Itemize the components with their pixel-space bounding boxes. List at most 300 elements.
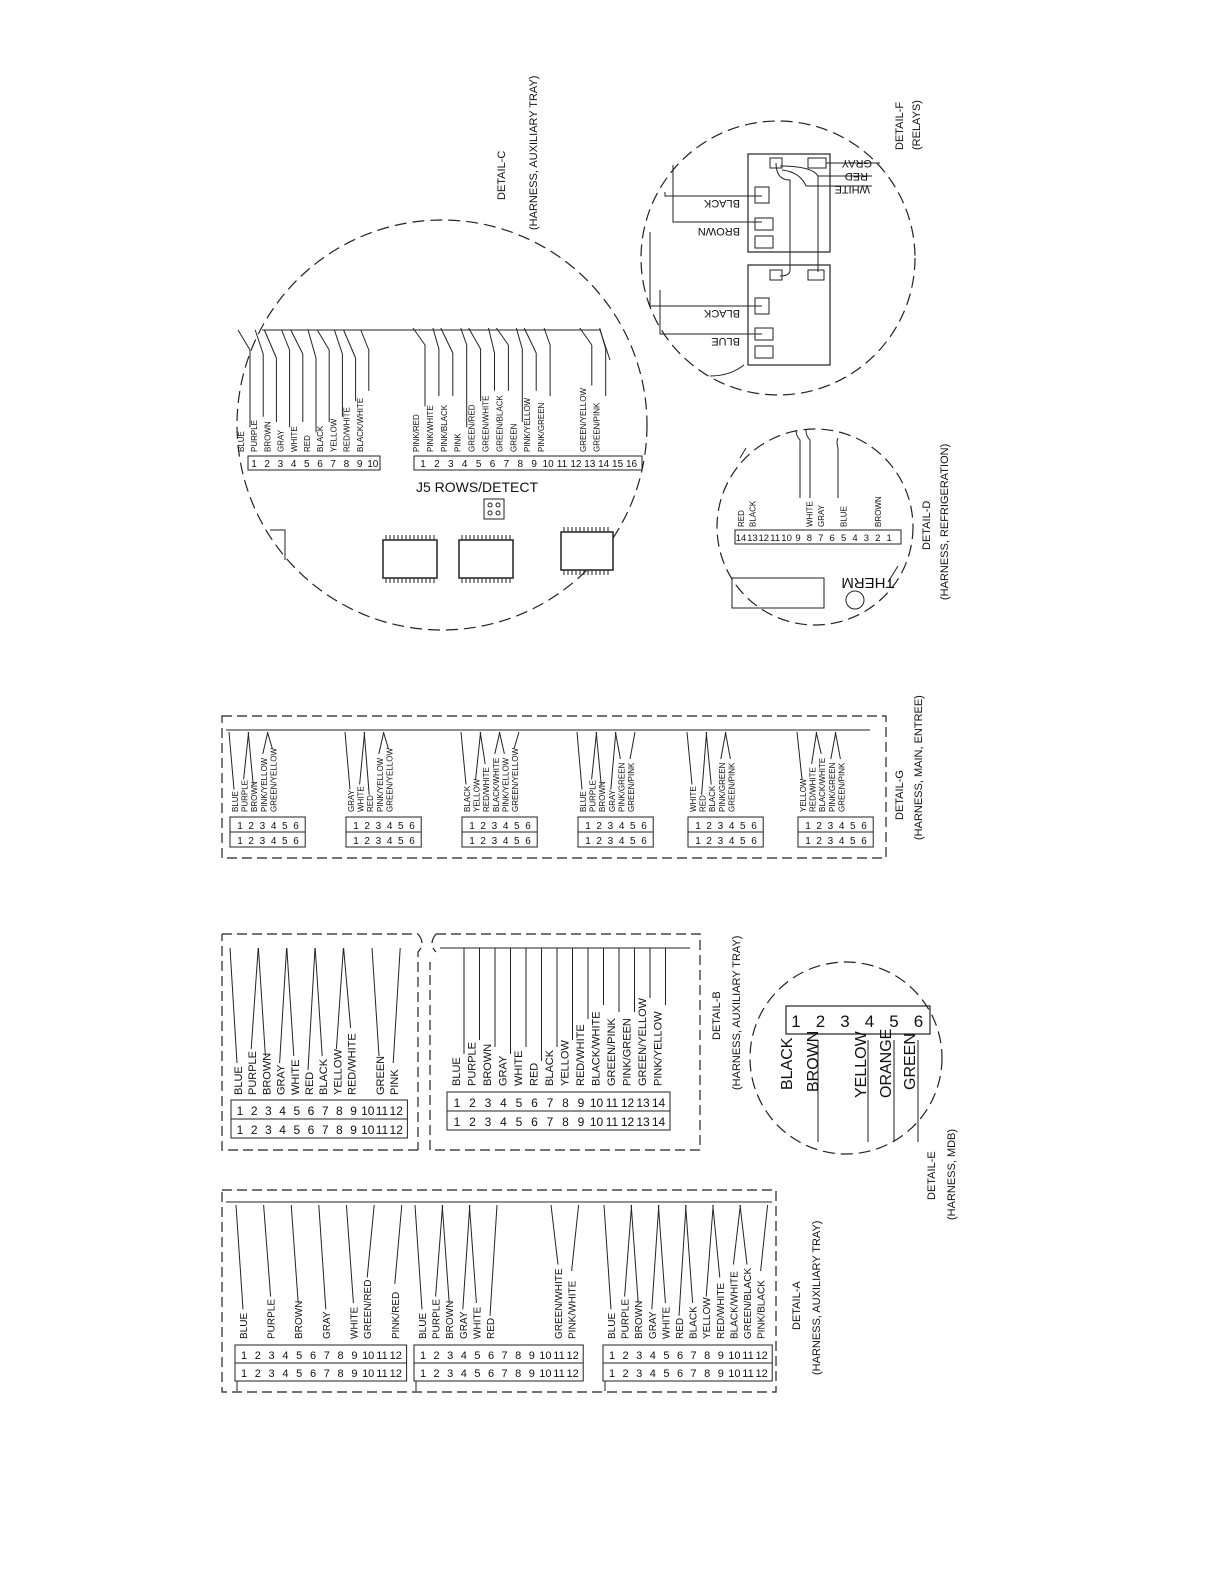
pin-number: 3 — [448, 459, 454, 470]
pin-number: 7 — [501, 1350, 508, 1362]
ic-chip-2 — [459, 535, 513, 583]
pin-number: 1 — [237, 821, 243, 832]
wire — [413, 328, 425, 345]
pin-number: 6 — [861, 821, 867, 832]
wire-label: GREEN/PINK — [606, 1018, 618, 1086]
detail-b-subtitle: (HARNESS, AUXILIARY TRAY) — [731, 935, 743, 1090]
pin-number: 12 — [389, 1368, 402, 1380]
pin-number: 7 — [501, 1368, 508, 1380]
pin-number: 2 — [469, 1115, 476, 1129]
wire-label: BLUE — [231, 791, 240, 812]
pin-number: 2 — [480, 821, 486, 832]
pin-number: 11 — [605, 1115, 619, 1129]
wire-label: BLACK — [544, 1049, 556, 1086]
pin-number: 14 — [598, 459, 610, 470]
pin-number: 3 — [268, 1350, 275, 1362]
wire — [463, 1205, 470, 1309]
pin-number: 9 — [577, 1096, 585, 1110]
pin-number: 13 — [747, 533, 758, 544]
wire — [308, 330, 316, 358]
pin-number: 1 — [353, 821, 359, 832]
pin-number: 1 — [453, 1096, 461, 1110]
wire-label: GRAY — [275, 1064, 288, 1095]
pin-number: 9 — [350, 1123, 357, 1137]
wire-label: GREEN/WHITE — [554, 1268, 565, 1339]
pin-number: 2 — [596, 836, 602, 847]
wire — [251, 948, 258, 1049]
pin-number: 14 — [651, 1096, 666, 1110]
pin-number: 10 — [542, 459, 554, 470]
detail-b-title: DETAIL-B — [711, 991, 723, 1040]
pin-number: 11 — [742, 1350, 754, 1362]
pin-number: 6 — [676, 1350, 684, 1362]
pin-number: 5 — [850, 821, 856, 832]
pin-number: 6 — [293, 836, 299, 847]
wire-label: PURPLE — [250, 419, 260, 452]
detail-g-connector-1 — [229, 732, 305, 847]
pin-number: 3 — [447, 1368, 454, 1380]
pin-number: 5 — [474, 1350, 481, 1362]
pin-number: 4 — [282, 1368, 289, 1380]
wire-label: BLACK/WHITE — [729, 1271, 741, 1339]
detail-g-subtitle: (HARNESS, MAIN, ENTREE) — [913, 695, 925, 840]
detail-a-connector-3 — [603, 1205, 772, 1391]
wire-label: BROWN — [261, 1052, 274, 1095]
wire-label: GREEN/YELLOW — [385, 747, 395, 812]
wire-label: BROWN — [873, 496, 883, 527]
pin-number: 9 — [795, 533, 801, 544]
wire — [229, 732, 234, 790]
pin-number: 13 — [636, 1115, 650, 1129]
pin-number: 1 — [420, 459, 426, 470]
wire — [706, 1205, 713, 1297]
wire-label: PINK/YELLOW — [259, 757, 269, 812]
wire-label: RED — [528, 1062, 541, 1086]
pin-number: 8 — [806, 533, 813, 544]
pin-number: 2 — [248, 836, 254, 847]
pin-number: 2 — [364, 821, 370, 832]
wire-label: RED — [737, 510, 746, 527]
pin-number: 12 — [566, 1350, 579, 1362]
wire-label: GRAY — [816, 504, 826, 527]
pin-number: 5 — [663, 1350, 670, 1362]
pin-number: 1 — [251, 459, 257, 470]
wire-label: BLUE — [607, 1312, 618, 1339]
pin-number: 11 — [375, 1123, 389, 1137]
wire-label: BLUE — [239, 1312, 250, 1339]
wire-label: BLACK — [703, 197, 740, 209]
wire — [360, 732, 365, 785]
pin-number: 6 — [487, 1350, 495, 1362]
pin-number: 5 — [293, 1104, 301, 1118]
detail-e-title: DETAIL-E — [926, 1151, 938, 1200]
pin-number: 9 — [717, 1350, 724, 1362]
pin-number: 16 — [625, 459, 638, 470]
wire-label: WHITE — [289, 426, 299, 452]
wire — [319, 1205, 326, 1309]
wire — [282, 330, 290, 350]
pin-number: 2 — [254, 1368, 261, 1380]
pin-number: 2 — [254, 1350, 261, 1362]
detail-c-title: DETAIL-C — [496, 150, 508, 200]
pin-number: 3 — [484, 1096, 492, 1110]
detail-a-subtitle: (HARNESS, AUXILIARY TRAY) — [811, 1220, 823, 1375]
pin-number: 3 — [636, 1350, 643, 1362]
pin-number: 9 — [351, 1368, 358, 1380]
wire-label: GREEN — [375, 1055, 387, 1095]
wire — [831, 732, 836, 759]
wire-label: WHITE — [289, 1059, 302, 1095]
pin-number: 1 — [469, 821, 475, 832]
pin-number: 1 — [237, 836, 243, 847]
wire-label: PINK/BLACK — [756, 1280, 768, 1339]
pin-number: 4 — [386, 821, 393, 832]
wire-label: GRAY — [458, 1311, 470, 1339]
wire-label: GREEN — [509, 423, 519, 452]
pin-number: 4 — [838, 836, 845, 847]
wire-label: PURPLE — [240, 779, 250, 812]
wire — [551, 1205, 558, 1265]
wire-label: YELLOW — [853, 1031, 870, 1098]
wire — [291, 1205, 298, 1303]
pin-number: 3 — [259, 836, 266, 847]
detail-d-pins — [736, 496, 892, 544]
wire — [604, 1205, 611, 1309]
pin-number: 4 — [618, 836, 625, 847]
wire-label: BLACK/WHITE — [818, 757, 828, 812]
wire-label: YELLOW — [332, 1049, 345, 1095]
pin-number: 10 — [781, 533, 792, 544]
detail-d-title: DETAIL-D — [921, 500, 933, 550]
pin-number: 5 — [630, 836, 636, 847]
wire — [476, 732, 481, 779]
wire-label: GREEN/YELLOW — [578, 387, 588, 452]
wire — [516, 328, 522, 349]
pin-number: 1 — [608, 1350, 616, 1362]
pin-number: 2 — [816, 821, 822, 832]
wire-label: YELLOW — [799, 778, 808, 812]
pin-number: 10 — [361, 1123, 375, 1137]
wire-label: BLUE — [451, 1057, 463, 1086]
pin-number: 6 — [317, 459, 323, 470]
pin-number: 6 — [751, 821, 757, 832]
generated-connectors — [229, 157, 923, 1391]
wire-label: GREEN/PINK — [627, 762, 636, 812]
wire-label: BLACK — [316, 425, 326, 452]
pin-number: 6 — [751, 836, 757, 847]
wire — [441, 328, 453, 353]
wire — [812, 732, 817, 764]
pin-number: 13 — [584, 459, 596, 470]
pin-number: 5 — [740, 821, 746, 832]
pin-number: 5 — [304, 459, 310, 470]
detail-g-connector-5 — [687, 732, 763, 847]
wire-label: BROWN — [598, 781, 608, 812]
detail-g-title: DETAIL-G — [894, 770, 906, 820]
wire-label: GRAY — [647, 1311, 659, 1339]
wire — [336, 948, 343, 1049]
pin-number: 4 — [270, 836, 277, 847]
pin-number: 10 — [362, 1350, 375, 1362]
pin-number: 12 — [620, 1096, 635, 1110]
wire — [658, 1205, 665, 1303]
pin-number: 4 — [279, 1123, 286, 1137]
pin-number: 6 — [409, 821, 415, 832]
wire — [592, 732, 597, 779]
detail-g-connector-3 — [461, 732, 537, 847]
wire-label: BLUE — [237, 431, 246, 452]
wire — [835, 732, 840, 759]
wire — [630, 732, 635, 759]
detail-b-connector-1 — [230, 948, 407, 1138]
wire-label: BLACK — [463, 785, 472, 812]
pin-number: 4 — [500, 1115, 507, 1129]
wire — [436, 1205, 443, 1297]
pin-number: 7 — [690, 1368, 697, 1380]
pin-number: 3 — [717, 836, 724, 847]
wire-label: GREEN/BLACK — [495, 395, 505, 452]
detail-e-connector — [786, 1006, 930, 1034]
wire-label: BROWN — [294, 1300, 306, 1339]
pin-number: 7 — [330, 459, 336, 470]
pin-number: 9 — [528, 1368, 535, 1380]
detail-a-title: DETAIL-A — [791, 1281, 803, 1330]
wire — [415, 1205, 422, 1309]
wire-label: BLACK/WHITE — [355, 397, 365, 452]
wire — [287, 948, 294, 1056]
pin-number: 7 — [546, 1115, 554, 1129]
wire-label: YELLOW — [329, 418, 339, 452]
pin-number: 12 — [566, 1368, 579, 1380]
wire-label: RED/WHITE — [342, 407, 352, 452]
pin-number: 4 — [386, 836, 393, 847]
detail-e-subtitle: (HARNESS, MDB) — [946, 1128, 958, 1220]
wire — [761, 1205, 768, 1271]
pin-number: 2 — [250, 1104, 258, 1118]
pin-number: 8 — [343, 459, 350, 470]
pin-number: 12 — [755, 1350, 768, 1362]
pin-number: 4 — [728, 836, 735, 847]
wire-label: BROWN — [250, 781, 260, 812]
wire-label: RED — [303, 435, 312, 452]
wire-label: PURPLE — [431, 1298, 443, 1339]
wire-label: PINK/YELLOW — [523, 397, 533, 452]
wire-label: PINK/BLACK — [439, 404, 449, 452]
pin-number: 2 — [596, 821, 602, 832]
wire — [367, 1205, 374, 1277]
pin-number: 7 — [321, 1123, 329, 1137]
wire-label: BROWN — [445, 1300, 457, 1339]
pin-number: 3 — [607, 821, 614, 832]
wire-label: BLACK — [318, 1058, 331, 1095]
wire — [679, 1205, 686, 1316]
pin-number: 5 — [293, 1123, 301, 1137]
pin-number: 5 — [282, 821, 288, 832]
detail-g-connector-2 — [345, 732, 421, 847]
detail-c — [237, 76, 647, 630]
pin-number: 3 — [265, 1104, 272, 1118]
pin-number: 4 — [460, 1368, 467, 1380]
wire-label: ORANGE — [878, 1028, 895, 1098]
pin-number: 7 — [323, 1350, 330, 1362]
pin-number: 5 — [889, 1012, 899, 1031]
pin-number: 8 — [336, 1104, 343, 1118]
pin-number: 10 — [589, 1115, 604, 1129]
pin-number: 4 — [290, 459, 297, 470]
wire — [596, 732, 601, 785]
pin-number: 10 — [728, 1368, 741, 1380]
wire-label: PINK/GREEN — [717, 762, 727, 812]
pin-number: 3 — [265, 1123, 272, 1137]
wire — [469, 328, 481, 349]
pin-number: 1 — [419, 1350, 427, 1362]
wire — [495, 732, 500, 754]
wire — [395, 1205, 402, 1284]
detail-e-pins — [779, 1012, 923, 1098]
wire — [816, 732, 821, 754]
pin-number: 11 — [376, 1368, 388, 1380]
wire — [514, 732, 519, 749]
wire-label: RED/WHITE — [346, 1033, 359, 1095]
wire — [361, 330, 369, 350]
pin-number: 1 — [585, 836, 591, 847]
wire — [230, 948, 237, 1063]
pin-number: 6 — [307, 1123, 315, 1137]
wire — [280, 948, 287, 1063]
pin-number: 6 — [861, 836, 867, 847]
pin-number: 1 — [236, 1123, 244, 1137]
wire-label: PINK/RED — [390, 1291, 402, 1339]
detail-f-subtitle: (RELAYS) — [911, 100, 923, 150]
pin-number: 8 — [515, 1368, 522, 1380]
wire-label: WHITE — [661, 1306, 673, 1339]
pin-number: 1 — [236, 1104, 244, 1118]
wire — [236, 1205, 243, 1309]
ic-chip-1 — [383, 535, 437, 583]
wire — [291, 330, 303, 354]
detail-c-left-connector — [237, 330, 380, 470]
pin-number: 4 — [461, 459, 468, 470]
pin-number: 2 — [434, 459, 440, 470]
wire-label: RED — [366, 795, 376, 812]
pin-number: 4 — [618, 821, 625, 832]
wire — [496, 328, 508, 345]
wire-label: RED — [486, 1317, 497, 1339]
wire — [317, 330, 329, 350]
pin-number: 14 — [651, 1115, 666, 1129]
wire — [264, 330, 276, 358]
pin-number: 2 — [622, 1350, 629, 1362]
wire-label: PURPLE — [466, 1041, 479, 1086]
wire-label: PINK/WHITE — [567, 1280, 579, 1339]
wire — [499, 732, 504, 754]
pin-number: 6 — [409, 836, 415, 847]
wire-label: GRAY — [321, 1311, 333, 1339]
wire — [797, 732, 802, 779]
pin-number: 8 — [337, 1368, 344, 1380]
wire-label: PINK — [389, 1069, 402, 1095]
pin-number: 7 — [503, 459, 510, 470]
therm-hole — [846, 591, 864, 609]
wire-label: PINK/GREEN — [827, 762, 837, 812]
pin-number: 6 — [309, 1350, 317, 1362]
wire — [577, 732, 582, 790]
wire-label: RED/WHITE — [482, 767, 492, 812]
wire-label: PINK/YELLOW — [501, 757, 511, 812]
wire-label: PINK/RED — [412, 414, 421, 452]
detail-f — [641, 100, 923, 395]
pin-number: 1 — [695, 836, 701, 847]
wire-label: RED/WHITE — [575, 1024, 587, 1086]
therm-block — [732, 578, 824, 608]
wire — [255, 330, 263, 354]
wire — [733, 1205, 740, 1265]
wire — [469, 1205, 476, 1303]
pin-number: 2 — [433, 1350, 440, 1362]
wire-label: PINK/YELLOW — [375, 757, 385, 812]
wire-label: GREEN/YELLOW — [269, 747, 279, 812]
pin-number: 1 — [353, 836, 359, 847]
pin-number: 5 — [515, 1096, 523, 1110]
pin-number: 3 — [840, 1012, 850, 1031]
pin-number: 9 — [717, 1368, 724, 1380]
detail-g-connector-6 — [797, 732, 873, 847]
detail-g-boundary — [222, 716, 886, 858]
pin-number: 9 — [528, 1350, 535, 1362]
pin-number: 10 — [367, 459, 379, 470]
wire — [433, 328, 439, 349]
pin-number: 5 — [474, 1368, 481, 1380]
pin-number: 4 — [728, 821, 735, 832]
wire-label: GREEN/YELLOW — [511, 747, 520, 812]
pin-number: 12 — [755, 1368, 768, 1380]
pin-number: 12 — [389, 1104, 403, 1118]
wire-label: RED — [304, 1071, 316, 1095]
pin-number: 5 — [840, 533, 847, 544]
pin-number: 1 — [453, 1115, 461, 1129]
wire-label: BLACK — [779, 1037, 796, 1090]
pin-number: 7 — [818, 533, 824, 544]
wire — [334, 330, 342, 354]
pin-number: 13 — [636, 1096, 650, 1110]
pin-number: 12 — [389, 1123, 403, 1137]
wire — [238, 330, 250, 350]
pin-number: 11 — [556, 459, 568, 470]
pin-number: 6 — [487, 1368, 495, 1380]
wire-label: YELLOW — [702, 1297, 714, 1339]
pin-number: 3 — [827, 821, 834, 832]
ic-chip-3 — [561, 527, 613, 575]
detail-g-connector-4 — [577, 732, 653, 847]
wire — [611, 732, 616, 790]
wire — [267, 732, 272, 749]
pin-number: 6 — [641, 821, 647, 832]
pin-number: 9 — [351, 1350, 358, 1362]
wire — [346, 1205, 353, 1303]
pin-number: 2 — [364, 836, 370, 847]
pin-number: 5 — [398, 836, 404, 847]
pin-number: 6 — [525, 836, 531, 847]
pin-number: 2 — [816, 836, 822, 847]
wire-label: BLACK — [703, 307, 740, 319]
wire-label: GREEN/RED — [363, 1279, 375, 1339]
wire — [489, 328, 495, 353]
detail-d-subtitle: (HARNESS, REFRIGERATION) — [939, 443, 951, 600]
pin-number: 2 — [706, 821, 712, 832]
pin-number: 3 — [863, 533, 870, 544]
wire-label: BROWN — [263, 421, 273, 452]
pin-number: 11 — [376, 1350, 388, 1362]
